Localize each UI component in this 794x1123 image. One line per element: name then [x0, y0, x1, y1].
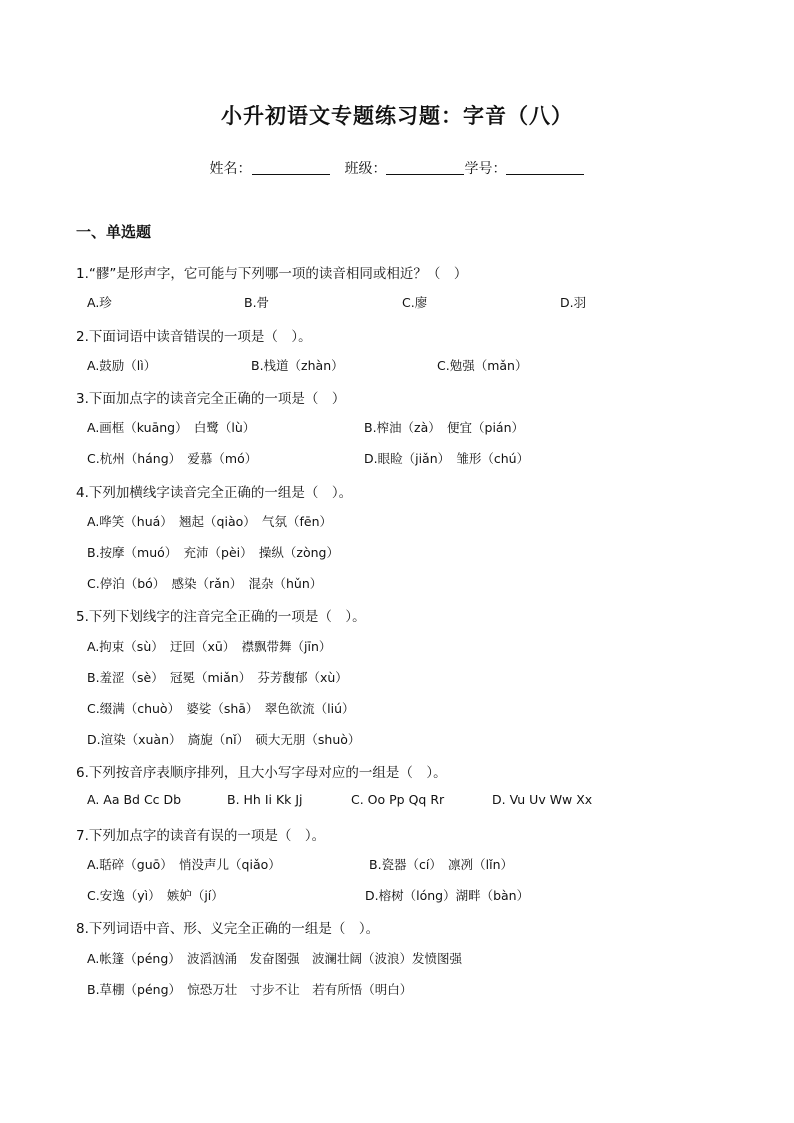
q4-option-b[interactable]: B.按摩（muó） 充沛（pèi） 操纵（zòng）	[87, 545, 339, 560]
id-blank[interactable]	[506, 160, 584, 175]
q8-option-a[interactable]: A.帐篷（péng） 波滔汹涌 发奋图强 波澜壮阔（波浪）发愤图强	[87, 951, 463, 966]
q5-option-c[interactable]: C.缀满（chuò） 婆娑（shā） 翠色欲流（liú）	[87, 701, 355, 716]
q7-option-a[interactable]: A.聒碎（guō） 悄没声儿（qiǎo）	[87, 857, 281, 872]
q2-option-b[interactable]: B.栈道（zhàn）	[251, 358, 344, 373]
question-3-stem: 3.下面加点字的读音完全正确的一项是（ ）	[76, 391, 346, 407]
q3-option-a[interactable]: A.画框（kuāng） 白鹭（lù）	[87, 420, 256, 435]
class-label: 班级：	[344, 161, 387, 177]
question-8-stem: 8.下列词语中音、形、义完全正确的一组是（ ）。	[76, 921, 380, 937]
question-6-stem: 6.下列按音序表顺序排列，且大小写字母对应的一组是（ ）。	[76, 765, 447, 781]
class-blank[interactable]	[386, 160, 464, 175]
question-7-stem: 7.下列加点字的读音有误的一项是（ ）。	[76, 828, 326, 844]
student-info	[0, 158, 794, 178]
q6-option-a[interactable]: A. Aa Bd Cc Db	[87, 792, 182, 807]
name-blank[interactable]	[252, 160, 330, 175]
q7-option-d[interactable]: D.榕树（lóng）湖畔（bàn）	[365, 888, 530, 903]
q8-option-b[interactable]: B.草棚（péng） 惊恐万壮 寸步不让 若有所悟（明白）	[87, 982, 413, 997]
section-heading: 一、单选题	[76, 223, 152, 241]
q6-option-b[interactable]: B. Hh Ii Kk Jj	[227, 792, 303, 807]
q1-option-b[interactable]: B.骨	[244, 295, 270, 310]
question-5-stem: 5.下列下划线字的注音完全正确的一项是（ ）。	[76, 609, 366, 625]
name-label: 姓名：	[209, 161, 252, 177]
q2-option-c[interactable]: C.勉强（mǎn）	[437, 358, 528, 373]
q3-option-c[interactable]: C.杭州（háng） 爱慕（mó）	[87, 451, 258, 466]
q5-option-a[interactable]: A.拘束（sù） 迂回（xū） 襟飘带舞（jīn）	[87, 639, 332, 654]
q3-option-b[interactable]: B.榨油（zà） 便宜（pián）	[364, 420, 525, 435]
q5-option-b[interactable]: B.羞涩（sè） 冠冕（miǎn） 芬芳馥郁（xù）	[87, 670, 348, 685]
q4-option-c[interactable]: C.停泊（bó） 感染（rǎn） 混杂（hǔn）	[87, 576, 323, 591]
question-4-stem: 4.下列加横线字读音完全正确的一组是（ ）。	[76, 485, 353, 501]
q7-option-c[interactable]: C.安逸（yì） 嫉妒（jí）	[87, 888, 224, 903]
q6-option-c[interactable]: C. Oo Pp Qq Rr	[351, 792, 445, 807]
id-label: 学号：	[464, 161, 507, 177]
question-1-stem: 1.“髎”是形声字，它可能与下列哪一项的读音相同或相近？（ ）	[76, 266, 468, 282]
page-title: 小升初语文专题练习题：字音（八）	[221, 104, 573, 128]
q7-option-b[interactable]: B.瓷器（cí） 凛冽（lǐn）	[369, 857, 514, 872]
q1-option-a[interactable]: A.珍	[87, 295, 112, 310]
q3-option-d[interactable]: D.眼睑（jiǎn） 雏形（chú）	[364, 451, 530, 466]
q1-option-d[interactable]: D.羽	[560, 295, 587, 310]
q5-option-d[interactable]: D.渲染（xuàn） 旖旎（nǐ） 硕大无朋（shuò）	[87, 732, 361, 747]
question-2-stem: 2.下面词语中读音错误的一项是（ ）。	[76, 329, 312, 345]
q6-option-d[interactable]: D. Vu Uv Ww Xx	[492, 792, 593, 807]
q1-option-c[interactable]: C.廖	[402, 295, 428, 310]
q4-option-a[interactable]: A.哗笑（huá） 翘起（qiào） 气氛（fēn）	[87, 514, 333, 529]
q2-option-a[interactable]: A.鼓励（lì）	[87, 358, 157, 373]
